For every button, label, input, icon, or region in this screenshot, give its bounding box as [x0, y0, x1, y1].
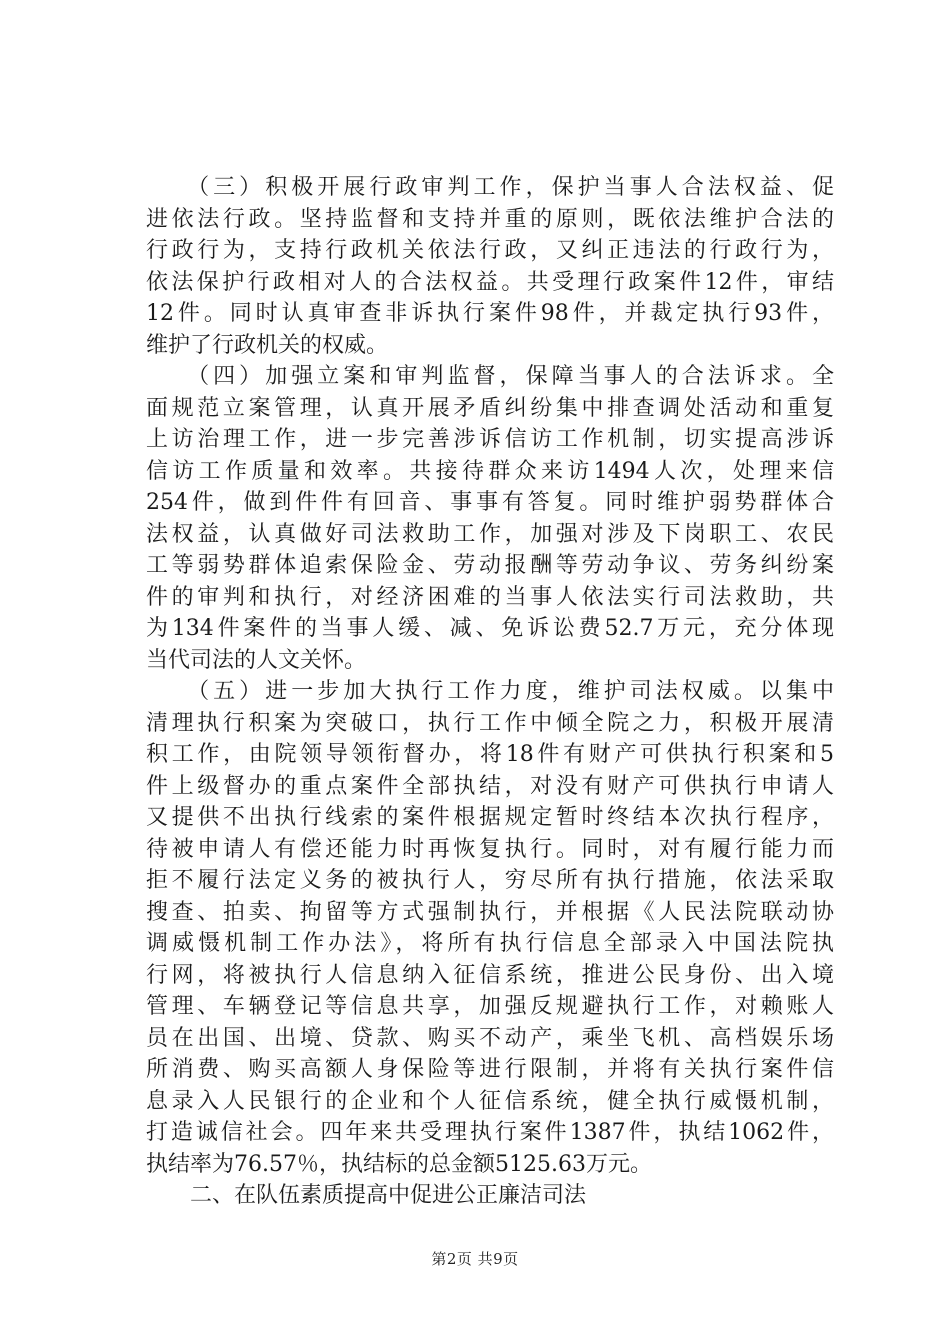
text-line: 为134件案件的当事人缓、减、免诉讼费52.7万元，充分体现: [146, 616, 834, 641]
page-number-footer: 第2页 共9页: [431, 1250, 519, 1268]
text-line: 调威慑机制工作办法》，将所有执行信息全部录入中国法院执: [146, 931, 834, 956]
text-line: 打造诚信社会。四年来共受理执行案件1387件，执结1062件，: [146, 1120, 834, 1145]
text-line: 管理、车辆登记等信息共享，加强反规避执行工作，对赖账人: [146, 994, 834, 1019]
text-line: 法权益，认真做好司法救助工作，加强对涉及下岗职工、农民: [146, 521, 834, 547]
text-line: 254件，做到件件有回音、事事有答复。同时维护弱势群体合: [146, 490, 834, 515]
text-line: 行网，将被执行人信息纳入征信系统，推进公民身份、出入境: [146, 962, 834, 988]
text-line: 面规范立案管理，认真开展矛盾纠纷集中排查调处活动和重复: [146, 395, 834, 421]
text-line: 积工作，由院领导领衔督办，将18件有财产可供执行积案和5: [146, 742, 834, 767]
text-line: 维护了行政机关的权威。: [146, 332, 389, 358]
text-line: 待被申请人有偿还能力时再恢复执行。同时，对有履行能力而: [146, 836, 834, 862]
text-line: 搜查、拍卖、拘留等方式强制执行，并根据《人民法院联动协: [146, 899, 834, 925]
text-line: 拒不履行法定义务的被执行人，穷尽所有执行措施，依法采取: [146, 868, 834, 893]
text-line: 件的审判和执行，对经济困难的当事人依法实行司法救助，共: [146, 584, 834, 610]
text-line: 息录入人民银行的企业和个人征信系统，健全执行威慑机制，: [146, 1088, 834, 1114]
text-line: 当代司法的人文关怀。: [146, 647, 367, 673]
text-line: （三）积极开展行政审判工作，保护当事人合法权益、促: [146, 175, 834, 200]
text-line: 行政行为，支持行政机关依法行政，又纠正违法的行政行为，: [146, 238, 834, 263]
text-line: 件上级督办的重点案件全部执结，对没有财产可供执行申请人: [146, 773, 834, 799]
section-heading: 二、在队伍素质提高中促进公正廉洁司法: [146, 1183, 587, 1208]
text-line: 员在出国、出境、贷款、购买不动产，乘坐飞机、高档娱乐场: [146, 1025, 834, 1051]
document-body: [146, 172, 834, 1212]
text-line: 信访工作质量和效率。共接待群众来访1494人次，处理来信: [146, 458, 834, 484]
text-line: 上访治理工作，进一步完善涉诉信访工作机制，切实提高涉诉: [146, 427, 834, 452]
text-line: （五）进一步加大执行工作力度，维护司法权威。以集中: [146, 679, 834, 704]
text-line: 清理执行积案为突破口，执行工作中倾全院之力，积极开展清: [146, 710, 834, 736]
text-line: 工等弱势群体追索保险金、劳动报酬等劳动争议、劳务纠纷案: [146, 553, 834, 578]
text-line: 进依法行政。坚持监督和支持并重的原则，既依法维护合法的: [146, 206, 834, 232]
text-line: 所消费、购买高额人身保险等进行限制，并将有关执行案件信: [146, 1057, 834, 1082]
text-line: 执结率为76.57％，执结标的总金额5125.63万元。: [146, 1151, 652, 1177]
text-line: 又提供不出执行线索的案件根据规定暂时终结本次执行程序，: [146, 805, 834, 830]
text-line: 12件。同时认真审查非诉执行案件98件，并裁定执行93件，: [146, 301, 834, 326]
text-line: （四）加强立案和审判监督，保障当事人的合法诉求。全: [146, 364, 834, 389]
text-line: 依法保护行政相对人的合法权益。共受理行政案件12件，审结: [146, 269, 834, 295]
